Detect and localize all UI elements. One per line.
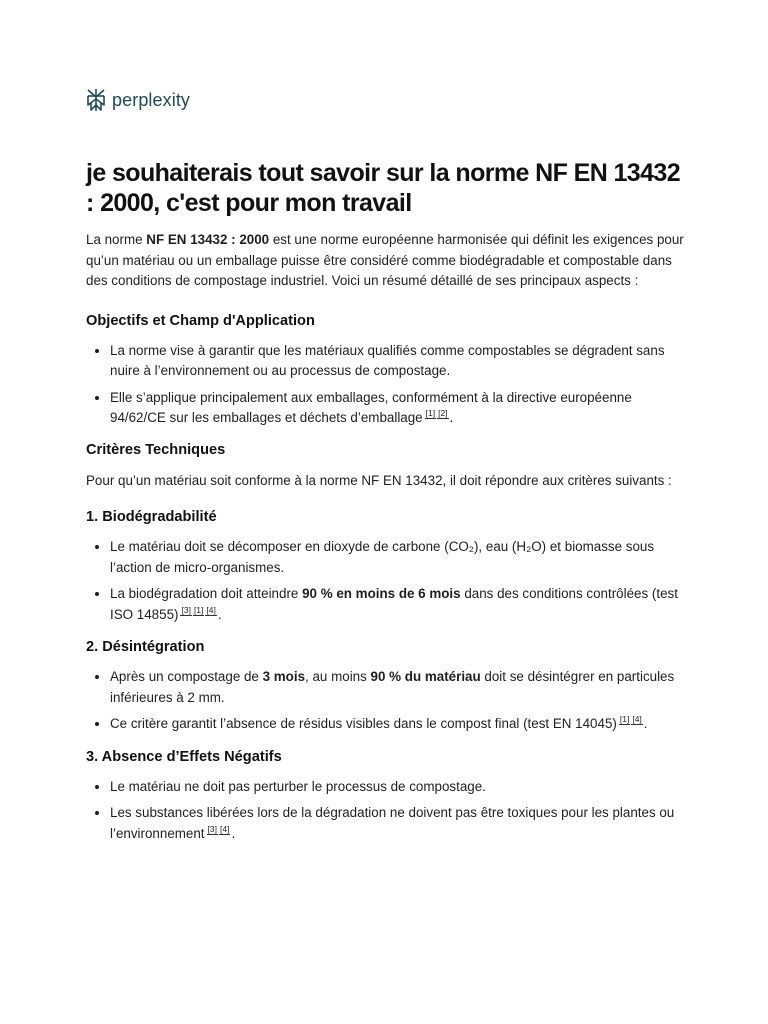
citation-link[interactable]: [1] <box>619 714 630 724</box>
criteres-paragraph: Pour qu’un matériau soit conforme à la norme NF EN 13432, il doit répondre aux critères suivants : <box>86 472 672 488</box>
objectifs-list <box>86 341 686 429</box>
perplexity-logo <box>86 88 190 112</box>
answer-content <box>86 158 686 850</box>
list-item: La norme vise à garantir que les matériaux qualifiés comme compostables se dégradent sans nuire à l’environnement ou au processus de compostage. <box>86 341 686 382</box>
desintegration-list <box>86 667 686 735</box>
section-heading-desintegration: 2. Désintégration <box>86 639 205 655</box>
page-title: je souhaiterais tout savoir sur la norme NF EN 13432 : 2000, c'est pour mon travail <box>86 159 681 217</box>
section-heading-criteres: Critères Techniques <box>86 441 226 458</box>
list-item: Le matériau doit se décomposer en dioxyde de carbone (CO₂), eau (H₂O) et biomasse sous l’action de micro-organismes. <box>86 537 686 578</box>
intro-paragraph: La norme NF EN 13432 : 2000 est une norme européenne harmonisée qui définit les exigences pour qu’un matériau ou un emballage puisse être considéré comme biodégradable et compostable dans des conditions de compostage industriel. Voici un résumé détaillé de ses principaux aspects : <box>86 232 684 288</box>
biodegradabilite-list <box>86 537 686 625</box>
citation-link[interactable]: [3] <box>181 604 191 615</box>
list-item: Elle s’applique principalement aux emballages, conformément à la directive européenne 94/62/CE sur les emballages et déchets d’emballage [1] [2] . <box>86 388 686 429</box>
list-item: Après un compostage de 3 mois, au moins 90 % du matériau doit se désintégrer en particules inférieures à 2 mm. <box>86 667 686 708</box>
citation-link[interactable]: [2] <box>438 408 448 418</box>
list-item: Le matériau ne doit pas perturber le processus de compostage. <box>86 777 686 798</box>
brand-name: perplexity <box>112 89 191 110</box>
citation-link[interactable]: [1] <box>425 408 436 418</box>
section-heading-effets: 3. Absence d’Effets Négatifs <box>86 748 282 765</box>
citation-link[interactable]: [3] <box>207 823 217 834</box>
perplexity-logo-icon <box>86 88 106 112</box>
list-item: Ce critère garantit l’absence de résidus visibles dans le compost final (test EN 14045) [1] [4] . <box>86 714 686 735</box>
list-item: Les substances libérées lors de la dégradation ne doivent pas être toxiques pour les plantes ou l’environnement [3] [4] . <box>86 803 686 844</box>
citation-link[interactable]: [4] <box>632 714 642 724</box>
citation-link[interactable]: [1] <box>193 604 204 615</box>
citation-link[interactable]: [4] <box>206 604 216 615</box>
section-heading-biodegradabilite: 1. Biodégradabilité <box>86 509 217 525</box>
section-heading-objectifs: Objectifs et Champ d'Application <box>86 312 315 329</box>
list-item: La biodégradation doit atteindre 90 % en moins de 6 mois dans des conditions contrôlées (test ISO 14855) [3] [1] [4] . <box>86 584 686 625</box>
effets-list <box>86 777 686 845</box>
citation-link[interactable]: [4] <box>220 823 230 834</box>
